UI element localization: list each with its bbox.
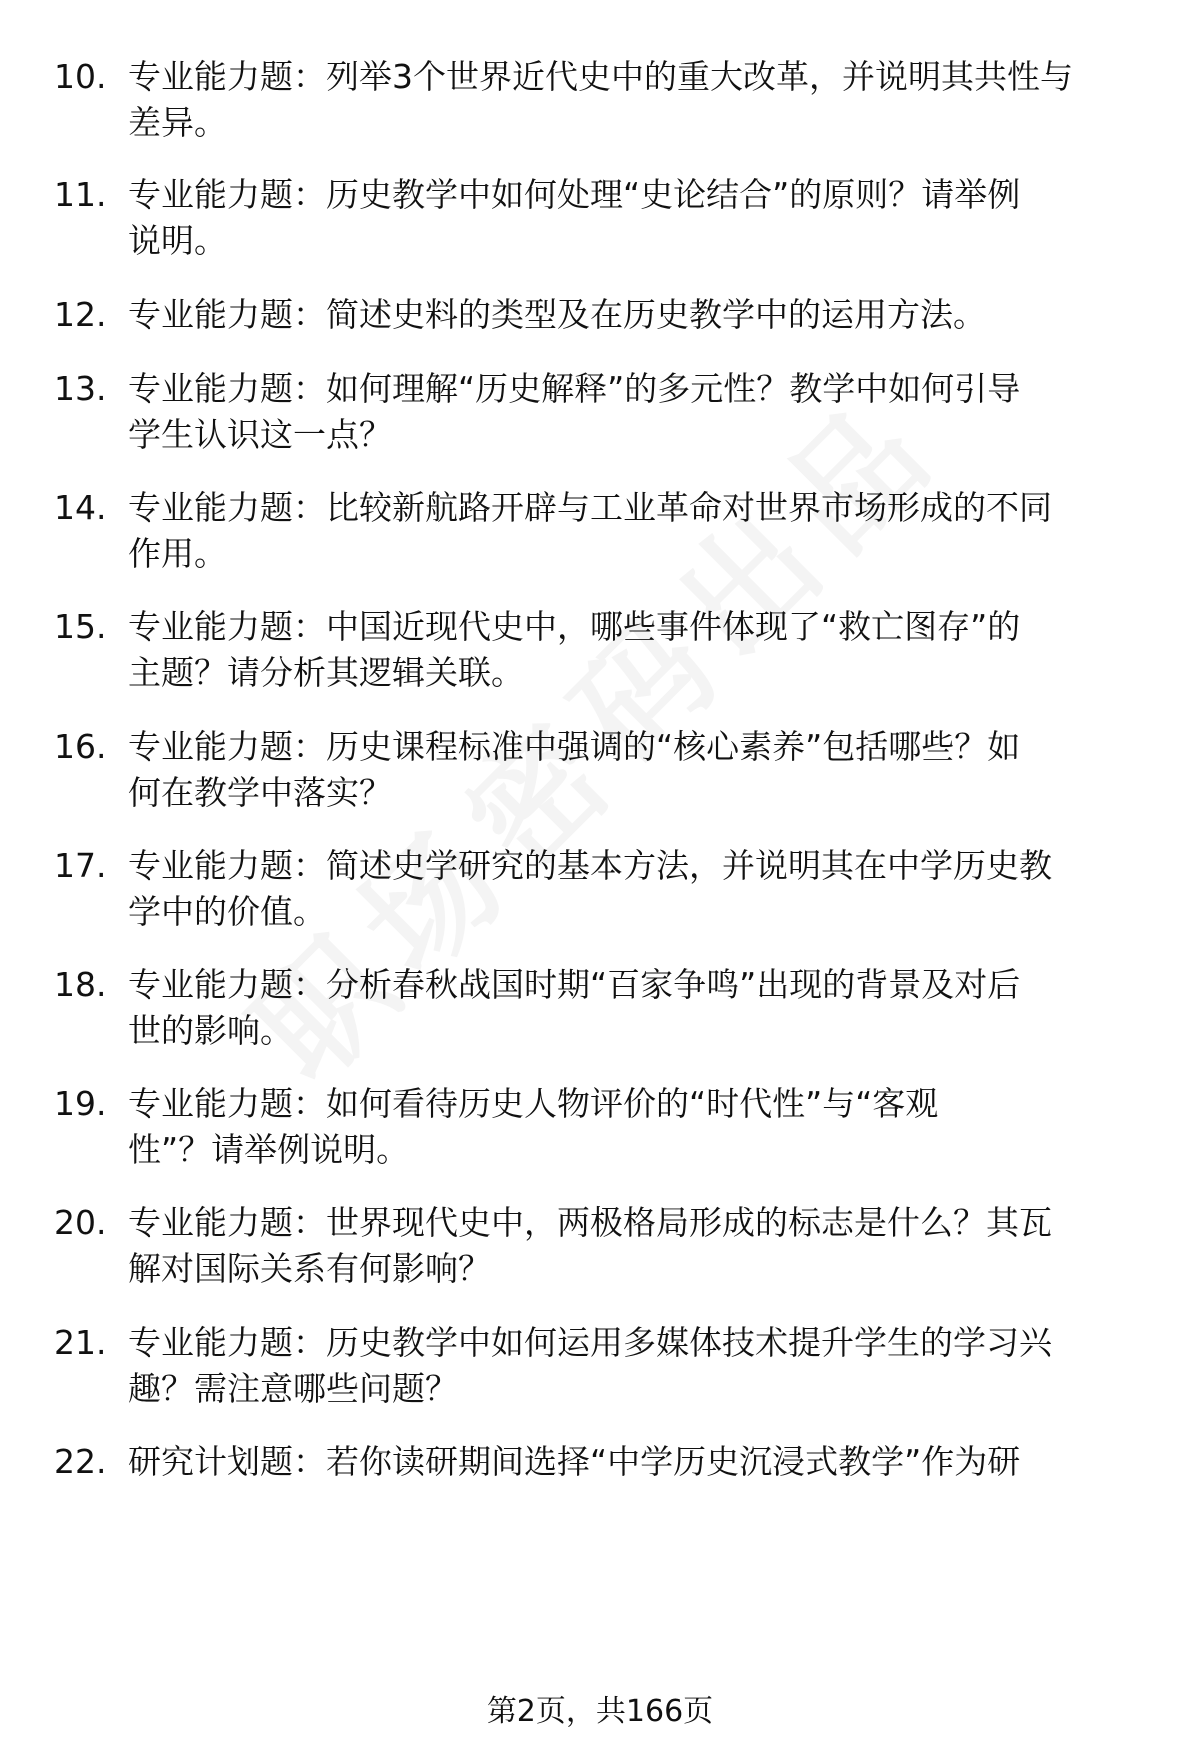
question-number: 14. xyxy=(54,488,107,527)
question-number: 17. xyxy=(54,846,107,885)
question-number: 13. xyxy=(54,369,107,408)
question-number: 22. xyxy=(54,1442,107,1481)
question-number: 10. xyxy=(54,57,107,96)
question-text-line2: 作用。 xyxy=(128,534,227,573)
question-number: 19. xyxy=(54,1084,107,1123)
question-text-line1: 专业能力题：简述史料的类型及在历史教学中的运用方法。 xyxy=(128,295,986,334)
question-number: 21. xyxy=(54,1323,107,1362)
question-text-line1: 专业能力题：如何理解“历史解释”的多元性？教学中如何引导 xyxy=(128,369,1021,408)
question-text-line2: 解对国际关系有何影响？ xyxy=(128,1249,491,1288)
question-number: 16. xyxy=(54,727,107,766)
question-text-line2: 世的影响。 xyxy=(128,1011,293,1050)
question-text-line1: 专业能力题：分析春秋战国时期“百家争鸣”出现的背景及对后 xyxy=(128,965,1021,1004)
question-text-line1: 专业能力题：历史教学中如何处理“史论结合”的原则？请举例 xyxy=(128,175,1021,214)
question-text-line2: 学中的价值。 xyxy=(128,892,326,931)
page-footer: 第2页，共166页 xyxy=(486,1694,714,1729)
question-text-line1: 专业能力题：世界现代史中，两极格局形成的标志是什么？其瓦 xyxy=(128,1203,1052,1242)
question-text-line2: 学生认识这一点？ xyxy=(128,415,392,454)
question-number: 11. xyxy=(54,175,107,214)
question-text-line2: 趣？需注意哪些问题？ xyxy=(128,1369,458,1408)
question-text-line1: 专业能力题：如何看待历史人物评价的“时代性”与“客观 xyxy=(128,1084,939,1123)
question-number: 12. xyxy=(54,295,107,334)
question-text-line2: 说明。 xyxy=(128,221,227,260)
question-text-line1: 专业能力题：简述史学研究的基本方法，并说明其在中学历史教 xyxy=(128,846,1052,885)
question-text-line2: 差异。 xyxy=(128,103,227,142)
question-text-line2: 何在教学中落实？ xyxy=(128,773,392,812)
question-text-line2: 主题？请分析其逻辑关联。 xyxy=(128,653,524,692)
question-text-line1: 专业能力题：历史课程标准中强调的“核心素养”包括哪些？如 xyxy=(128,727,1021,766)
question-number: 18. xyxy=(54,965,107,1004)
question-number: 20. xyxy=(54,1203,107,1242)
question-number: 15. xyxy=(54,607,107,646)
question-text-line1: 专业能力题：列举3个世界近代史中的重大改革，并说明其共性与 xyxy=(128,57,1073,96)
question-text-line1: 专业能力题：比较新航路开辟与工业革命对世界市场形成的不同 xyxy=(128,488,1052,527)
question-text-line1: 专业能力题：中国近现代史中，哪些事件体现了“救亡图存”的 xyxy=(128,607,1021,646)
question-text-line2: 性”？请举例说明。 xyxy=(128,1130,410,1169)
question-text-line1: 专业能力题：历史教学中如何运用多媒体技术提升学生的学习兴 xyxy=(128,1323,1052,1362)
question-text-line1: 研究计划题：若你读研期间选择“中学历史沉浸式教学”作为研 xyxy=(128,1442,1021,1481)
